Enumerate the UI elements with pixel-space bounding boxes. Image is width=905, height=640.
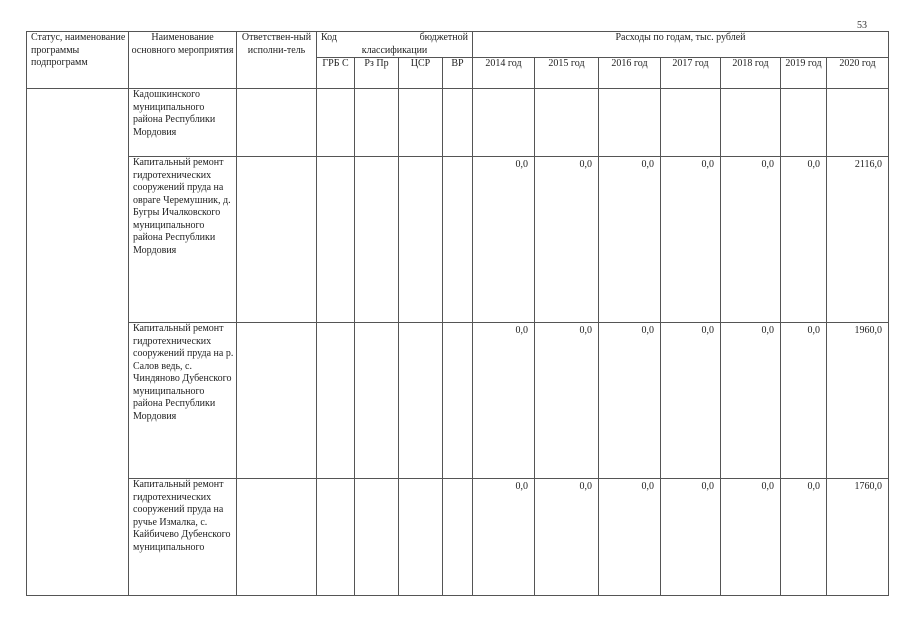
code-rzpr-cell xyxy=(355,323,399,479)
header-name: Наименование основного мероприятия xyxy=(129,32,237,89)
value-2018: 0,0 xyxy=(721,157,781,323)
header-year-2020: 2020 год xyxy=(827,58,889,89)
table-row xyxy=(27,157,889,323)
header-year-2017: 2017 год xyxy=(661,58,721,89)
header-year-2014: 2014 год xyxy=(473,58,535,89)
responsible-cell xyxy=(237,89,317,157)
code-csr-cell xyxy=(399,323,443,479)
responsible-cell xyxy=(237,157,317,323)
value-2019: 0,0 xyxy=(781,323,827,479)
status-cell xyxy=(27,89,129,596)
header-code-vr: ВР xyxy=(443,58,473,89)
value-2016 xyxy=(599,89,661,157)
activity-name: Капитальный ремонт гидротехнических сооружений пруда на овраге Черемушник, д. Бугры Ичалковского муниципального района Республики Мордовия xyxy=(129,157,237,323)
code-grbs-cell xyxy=(317,89,355,157)
value-2019 xyxy=(781,89,827,157)
header-code-bottom: классификации xyxy=(361,44,428,56)
value-2015: 0,0 xyxy=(535,157,599,323)
table-row xyxy=(27,479,889,596)
code-rzpr-cell xyxy=(355,157,399,323)
value-2014: 0,0 xyxy=(473,323,535,479)
value-2016: 0,0 xyxy=(599,479,661,596)
code-csr-cell xyxy=(399,157,443,323)
page-number: 53 xyxy=(857,20,867,31)
value-2017: 0,0 xyxy=(661,479,721,596)
code-grbs-cell xyxy=(317,157,355,323)
header-responsible: Ответствен-ный исполни-тель xyxy=(237,32,317,89)
header-expenses: Расходы по годам, тыс. рублей xyxy=(473,32,889,58)
activity-name: Кадошкинского муниципального района Республики Мордовия xyxy=(129,89,237,157)
code-vr-cell xyxy=(443,89,473,157)
value-2017: 0,0 xyxy=(661,323,721,479)
responsible-cell xyxy=(237,479,317,596)
code-vr-cell xyxy=(443,157,473,323)
value-2015: 0,0 xyxy=(535,323,599,479)
code-rzpr-cell xyxy=(355,479,399,596)
code-grbs-cell xyxy=(317,323,355,479)
code-csr-cell xyxy=(399,89,443,157)
header-year-2015: 2015 год xyxy=(535,58,599,89)
header-code-csr: ЦСР xyxy=(399,58,443,89)
value-2017: 0,0 xyxy=(661,157,721,323)
value-2015 xyxy=(535,89,599,157)
value-2019: 0,0 xyxy=(781,157,827,323)
value-2014: 0,0 xyxy=(473,479,535,596)
table-row xyxy=(27,89,889,157)
header-code-grbs: ГРБ С xyxy=(317,58,355,89)
code-grbs-cell xyxy=(317,479,355,596)
value-2018: 0,0 xyxy=(721,323,781,479)
code-csr-cell xyxy=(399,479,443,596)
responsible-cell xyxy=(237,323,317,479)
value-2015: 0,0 xyxy=(535,479,599,596)
header-code-rzpr: Рз Пр xyxy=(355,58,399,89)
value-2016: 0,0 xyxy=(599,323,661,479)
value-2020 xyxy=(827,89,889,157)
header-budget-code xyxy=(317,32,473,58)
header-code-left: Код xyxy=(321,32,337,43)
code-vr-cell xyxy=(443,323,473,479)
value-2020: 1760,0 xyxy=(827,479,889,596)
value-2014: 0,0 xyxy=(473,157,535,323)
code-rzpr-cell xyxy=(355,89,399,157)
activity-name: Капитальный ремонт гидротехнических сооружений пруда на р. Салов ведь, с. Чиндяново Дубенского муниципального района Республики Мордовия xyxy=(129,323,237,479)
value-2020: 1960,0 xyxy=(827,323,889,479)
value-2020: 2116,0 xyxy=(827,157,889,323)
header-status: Статус, наименование программы подпрограмм xyxy=(27,32,129,89)
budget-table xyxy=(26,31,889,596)
value-2017 xyxy=(661,89,721,157)
value-2016: 0,0 xyxy=(599,157,661,323)
header-code-right: бюджетной xyxy=(419,32,468,43)
header-year-2016: 2016 год xyxy=(599,58,661,89)
header-year-2018: 2018 год xyxy=(721,58,781,89)
code-vr-cell xyxy=(443,479,473,596)
value-2019: 0,0 xyxy=(781,479,827,596)
value-2018: 0,0 xyxy=(721,479,781,596)
value-2018 xyxy=(721,89,781,157)
header-year-2019: 2019 год xyxy=(781,58,827,89)
value-2014 xyxy=(473,89,535,157)
table-row xyxy=(27,323,889,479)
activity-name: Капитальный ремонт гидротехнических сооружений пруда на ручье Измалка, с. Кайбичево Дубенского муниципального xyxy=(129,479,237,596)
